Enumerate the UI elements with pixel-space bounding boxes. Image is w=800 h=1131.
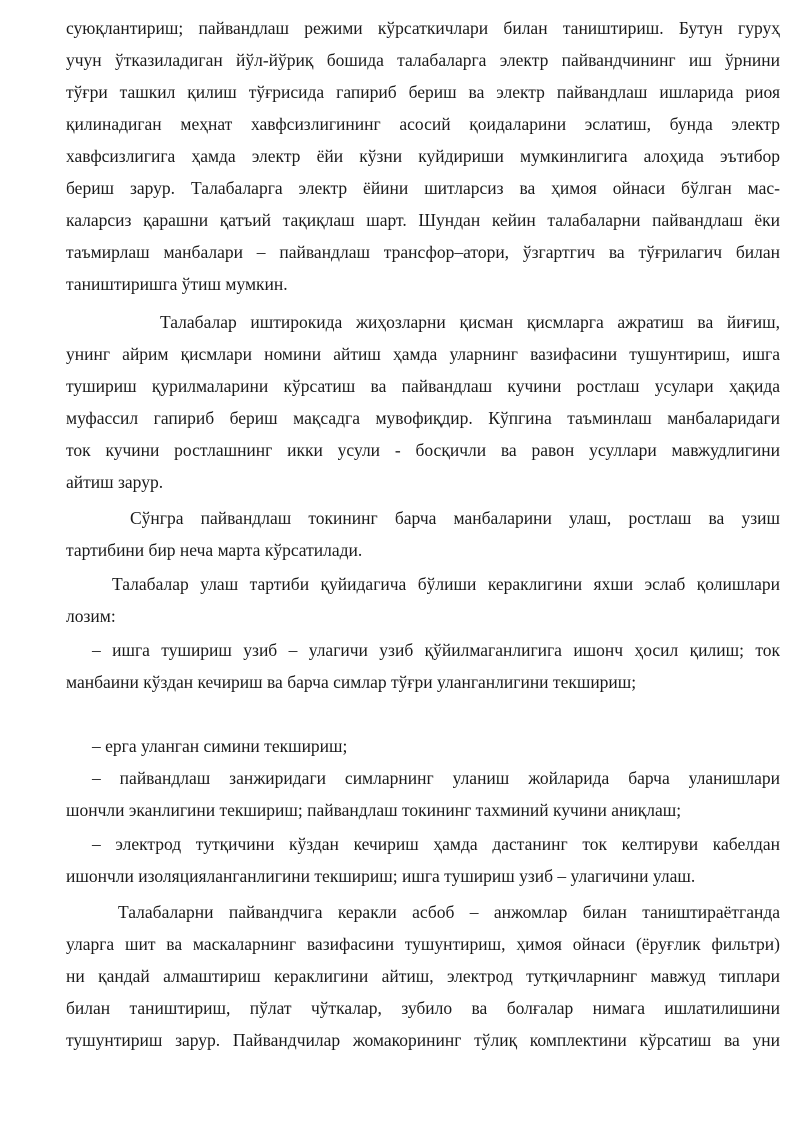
text-line: қилинадиган меҳнат хавфсизлигининг асосий қоидаларини эслатиш, бунда электр: [66, 114, 780, 134]
text-line: каларсиз қарашни қатъий тақиқлаш шарт. Шундан кейин талабаларни пайвандлаш ёки: [66, 210, 780, 230]
text-line: ток кучини ростлашнинг икки усули - босқичли ва равон усуллари мавжудлигини: [66, 440, 780, 460]
text-line: таништиришга ўтиш мумкин.: [66, 274, 288, 294]
text-line: тушунтириш зарур. Пайвандчилар жомакорининг тўлиқ комплектини кўрсатиш ва уни: [66, 1030, 780, 1050]
list-item-line: – ерга уланган симини текшириш;: [92, 736, 348, 756]
list-item-line: ишончли изоляцияланганлигини текшириш; ишга тушириш узиб – улагичини улаш.: [66, 866, 696, 886]
list-item-line: – ишга тушириш узиб – улагичи узиб қўйилмаганлигига ишонч ҳосил қилиш; ток: [92, 640, 780, 660]
text-line: Сўнгра пайвандлаш токининг барча манбаларини улаш, ростлаш ва узиш: [130, 508, 780, 528]
text-line: тўғри ташкил қилиш тўғрисида гапириб бериш ва электр пайвандлаш ишларида риоя: [66, 82, 780, 102]
text-line: муфассил гапириб бериш мақсадга мувофиқдир. Кўпгина таъминлаш манбаларидаги: [66, 408, 780, 428]
text-line: учун ўтказиладиган йўл-йўриқ бошида талабаларга электр пайвандчининг иш ўрнини: [66, 50, 780, 70]
list-item-line: шончли эканлигини текшириш; пайвандлаш токининг тахминий кучини аниқлаш;: [66, 800, 682, 820]
text-line: суюқлантириш; пайвандлаш режими кўрсаткичлари билан таништириш. Бутун гуруҳ: [66, 18, 780, 38]
text-line: Талабаларни пайвандчига керакли асбоб – анжомлар билан таништираётганда: [118, 902, 780, 922]
text-line: Талабалар улаш тартиби қуйидагича бўлиши кераклигини яхши эслаб қолишлари: [112, 574, 780, 594]
list-item-line: – электрод тутқичини кўздан кечириш ҳамда дастанинг ток келтируви кабелдан: [92, 834, 780, 854]
text-line: билан таништириш, пўлат чўткалар, зубило ва болғалар нимага ишлатилишини: [66, 998, 780, 1018]
text-line: лозим:: [66, 606, 116, 626]
text-line: уларга шит ва маскаларнинг вазифасини тушунтириш, ҳимоя ойнаси (ёруғлик фильтри): [66, 934, 780, 954]
list-item-line: – пайвандлаш занжиридаги симларнинг уланиш жойларида барча уланишлари: [92, 768, 780, 788]
text-line: таъмирлаш манбалари – пайвандлаш трансфор–атори, ўзгартгич ва тўғрилагич билан: [66, 242, 780, 262]
text-line: Талабалар иштирокида жиҳозларни қисман қисмларга ажратиш ва йиғиш,: [160, 312, 780, 332]
text-line: ни қандай алмаштириш кераклигини айтиш, электрод тутқичларнинг мавжуд типлари: [66, 966, 780, 986]
text-line: хавфсизлигига ҳамда электр ёйи кўзни куйдириши мумкинлигига алоҳида эътибор: [66, 146, 780, 166]
text-line: айтиш зарур.: [66, 472, 164, 492]
text-line: тартибини бир неча марта кўрсатилади.: [66, 540, 363, 560]
text-line: унинг айрим қисмлари номини айтиш ҳамда уларнинг вазифасини тушунтириш, ишга: [66, 344, 780, 364]
text-line: бериш зарур. Талабаларга электр ёйини шитларсиз ва ҳимоя ойнаси бўлган мас-: [66, 178, 780, 198]
text-line: тушириш қурилмаларини кўрсатиш ва пайвандлаш кучини ростлаш усулари ҳақида: [66, 376, 780, 396]
list-item-line: манбаини кўздан кечириш ва барча симлар тўғри уланганлигини текшириш;: [66, 672, 637, 692]
